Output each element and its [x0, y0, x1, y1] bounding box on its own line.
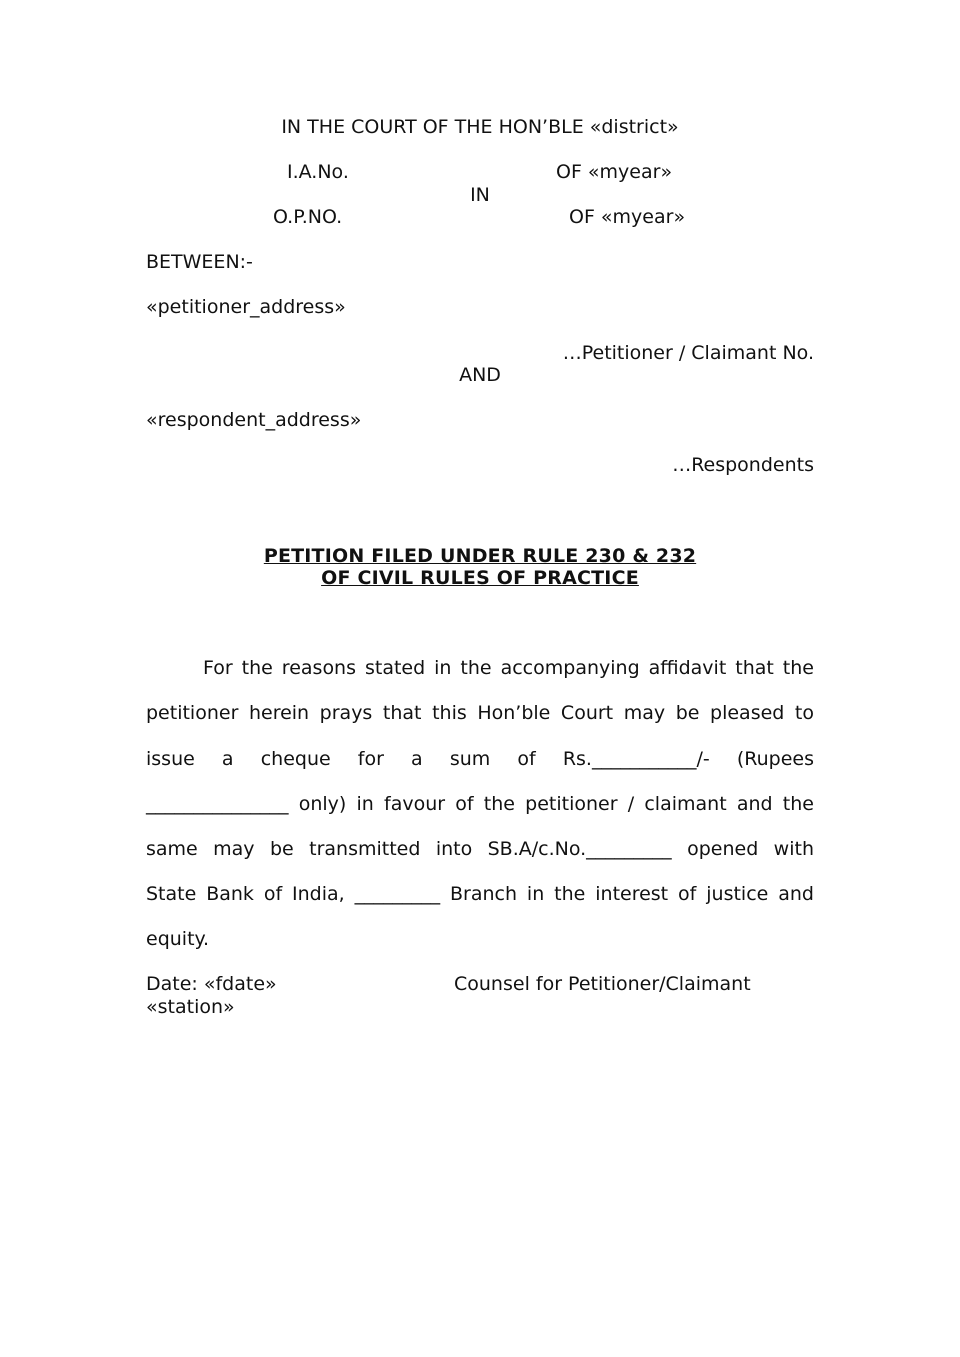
respondent-address: «respondent_address» — [146, 409, 362, 431]
court-heading: IN THE COURT OF THE HON’BLE «district» — [281, 116, 679, 138]
body-line: State Bank of India, _________ Branch in the interest of justice and — [146, 883, 814, 905]
body-line: petitioner herein prays that this Hon’ble Court may be pleased to — [146, 702, 814, 724]
station-field: «station» — [146, 996, 235, 1018]
body-line: _______________ only) in favour of the petitioner / claimant and the — [146, 793, 814, 815]
counsel-signature-label: Counsel for Petitioner/Claimant — [454, 973, 751, 995]
and-word: AND — [459, 364, 501, 386]
petitioner-role: …Petitioner / Claimant No. — [562, 342, 814, 364]
op-year: OF «myear» — [569, 206, 686, 228]
body-line: issue a cheque for a sum of Rs.___________/- (Rupees — [146, 748, 814, 770]
op-number-label: O.P.NO. — [273, 206, 343, 228]
respondent-role: …Respondents — [672, 454, 814, 476]
body-line: For the reasons stated in the accompanying affidavit that the — [203, 657, 814, 679]
date-field: Date: «fdate» — [146, 973, 277, 995]
petitioner-address: «petitioner_address» — [146, 296, 346, 318]
ia-number-label: I.A.No. — [287, 161, 349, 183]
petition-title-line-1: PETITION FILED UNDER RULE 230 & 232 — [263, 545, 697, 567]
body-line: same may be transmitted into SB.A/c.No._________ opened with — [146, 838, 814, 860]
petition-title-line-2: OF CIVIL RULES OF PRACTICE — [321, 567, 639, 589]
body-line: equity. — [146, 928, 210, 950]
ia-year: OF «myear» — [556, 161, 673, 183]
in-word: IN — [470, 184, 490, 206]
between-label: BETWEEN:- — [146, 251, 253, 273]
